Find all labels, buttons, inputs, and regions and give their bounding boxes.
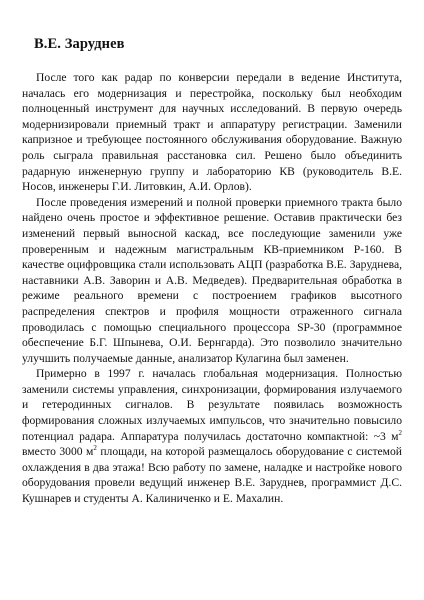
paragraph-3-text-a: Примерно в 1997 г. началась глобальная модернизация. Полностью заменили системы управления, синхронизации, формирования излучаемого и гетеродинных сигналов. В результате появилась возможность формирования сложных излучаемых импульсов, что значительно повысило потенциал радара. Аппаратура получилась достаточно компактной: ~3 м [22,367,402,443]
paragraph-3-text-c: площади, на которой размещалось оборудование с системой охлаждения в два этажа! Всю работу по замене, наладке и настройке нового оборудования провели ведущий инженер В.Е. Заруднев, программист Д.С. Кушнарев и студенты А. Калиниченко и Е. Махалин. [22,445,402,506]
superscript-2: 2 [398,428,402,437]
paragraph-2: После проведения измерений и полной проверки приемного тракта было найдено очень простое и эффективное решение. Оставив практически без изменений первый выносной каскад, все последующие заменили уже проверенным и надежным магистральным КВ-приемником Р-160. В качестве оцифровщика стали использовать АЦП (разработка В.Е. Заруднева, наставники А.В. Заворин и А.В. Медведев). Предварительная обработка в режиме реального времени с построением графиков высотного распределения спектров и профиля мощности отраженного сигнала проводилась с помощью специального процессора SP-30 (программное обеспечение Б.Г. Шпынева, О.И. Бернгарда). Это позволило значительно улучшить получаемые данные, анализатор Кулагина был заменен. [22,195,402,365]
superscript-2: 2 [93,444,97,453]
paragraph-3-text-b: вместо 3000 м [22,445,94,459]
author-heading: В.Е. Заруднев [34,36,125,52]
article-body [22,70,402,507]
paragraph-3 [22,366,402,506]
paragraph-1: После того как радар по конверсии передали в ведение Института, началась его модернизация и перестройка, поскольку был необходим полноценный инструмент для научных исследований. В первую очередь модернизировали приемный тракт и аппаратуру регистрации. Заменили капризное и требующее постоянного обслуживания оборудование. Важную роль сыграла правильная расстановка сил. Решено было объединить радарную инженерную группу и лабораторию КВ (руководитель В.Е. Носов, инженеры Г.И. Литовкин, А.И. Орлов). [22,71,402,194]
